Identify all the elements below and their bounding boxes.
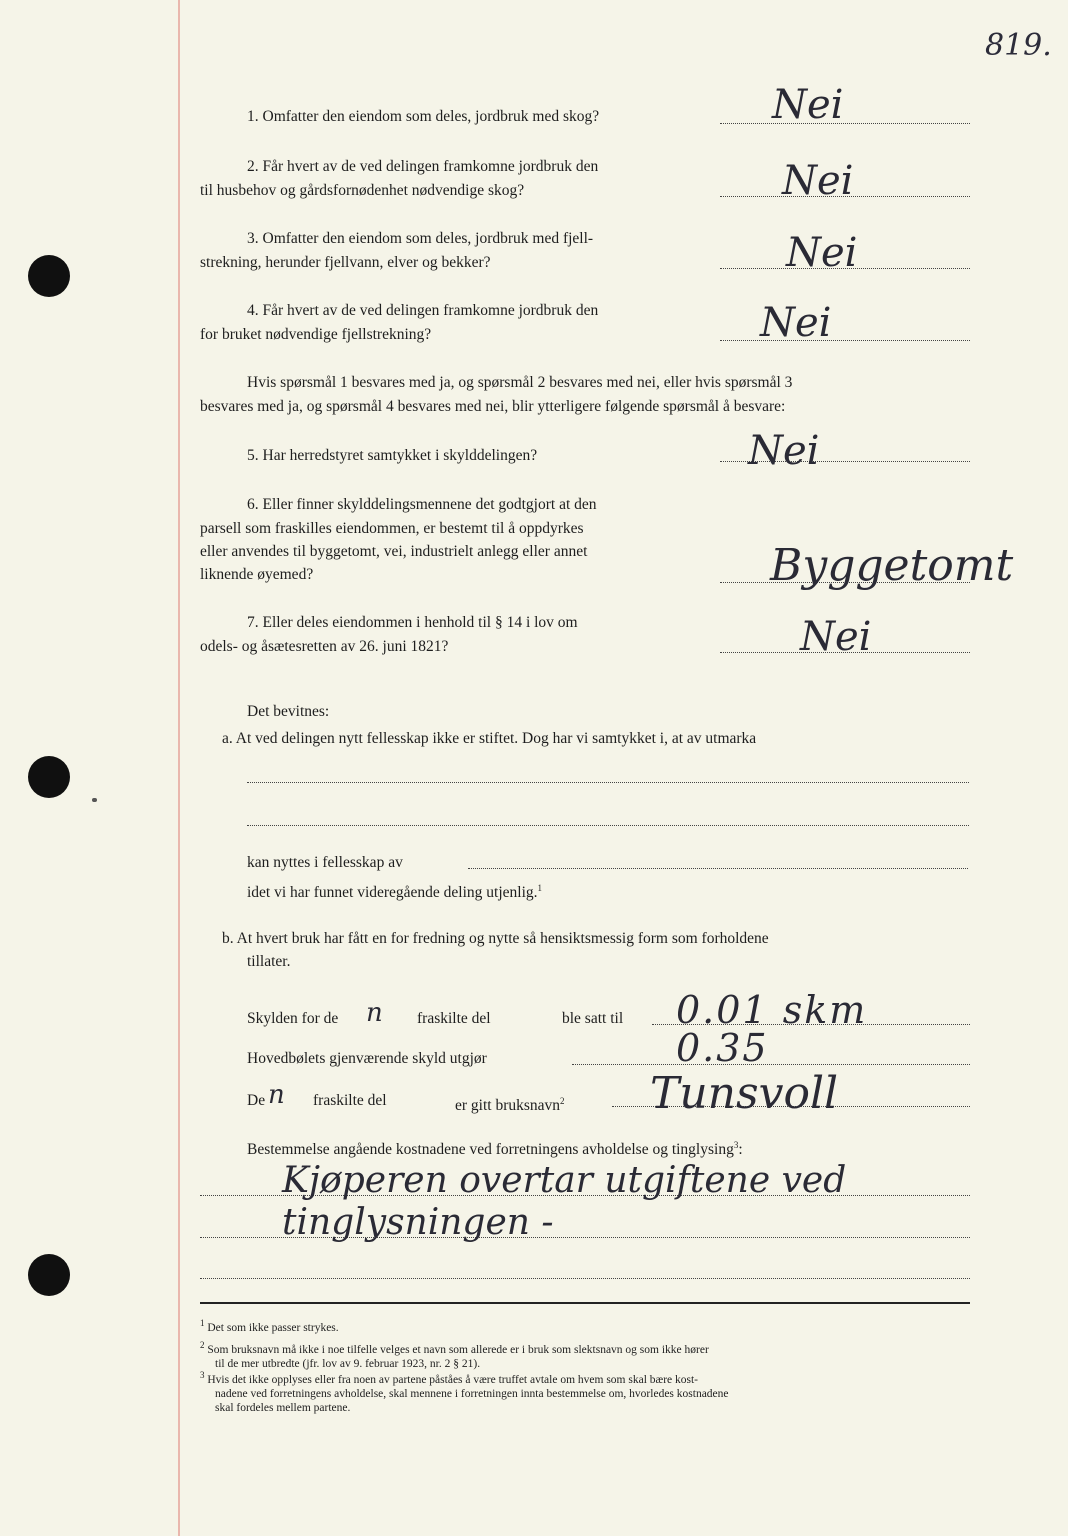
attest-b-line-1: b. At hvert bruk har fått en for fredning og nytte så hensiktsmessig form som forholdene xyxy=(222,930,769,947)
skyld-handwritten-suffix: n xyxy=(366,998,383,1028)
answer-line xyxy=(720,123,970,124)
margin-line xyxy=(178,0,180,1536)
punch-hole xyxy=(28,255,70,297)
question-5-answer: Nei xyxy=(748,428,820,474)
answer-line xyxy=(720,340,970,341)
skyld-value: 0.01 skm xyxy=(676,988,868,1032)
bruksnavn-label-part-3: er gitt bruksnavn$^2$ xyxy=(455,1096,565,1115)
question-6-line-4: liknende øyemed? xyxy=(200,566,314,583)
question-4-line-2: for bruket nødvendige fjellstrekning? xyxy=(200,326,432,343)
skyld-label-part-2: fraskilte del xyxy=(417,1010,491,1027)
question-7-answer: Nei xyxy=(800,614,872,660)
question-3-line-1: 3. Omfatter den eiendom som deles, jordbruk med fjell- xyxy=(247,230,594,247)
question-2-line-1: 2. Får hvert av de ved delingen framkomne jordbruk den xyxy=(247,158,599,175)
question-2-answer: Nei xyxy=(782,158,854,204)
blank-line xyxy=(247,782,969,783)
question-3-line-2: strekning, herunder fjellvann, elver og bekker? xyxy=(200,254,491,271)
conditional-note-line-1: Hvis spørsmål 1 besvares med ja, og spørsmål 2 besvares med nei, eller hvis spørsmål 3 xyxy=(247,374,793,391)
question-2-line-2: til husbehov og gårdsfornødenhet nødvendige skog? xyxy=(200,182,525,199)
ink-speck xyxy=(92,798,97,802)
question-6-line-3: eller anvendes til byggetomt, vei, industrielt anlegg eller annet xyxy=(200,543,588,560)
question-4-line-1: 4. Får hvert av de ved delingen framkomne jordbruk den xyxy=(247,302,599,319)
costs-handwritten-line-2: tinglysningen - xyxy=(282,1202,554,1243)
attest-heading: Det bevitnes: xyxy=(247,703,330,720)
attest-b-line-2: tillater. xyxy=(247,953,291,970)
bruksnavn-value: Tunsvoll xyxy=(650,1068,839,1119)
conditional-note-line-2: besvares med ja, og spørsmål 4 besvares med nei, blir ytterligere følgende spørsmål å besvare: xyxy=(200,398,786,415)
footnote-1: $^1$ Det som ikke passer strykes. xyxy=(200,1318,339,1334)
hovedbol-label: Hovedbølets gjenværende skyld utgjør xyxy=(247,1050,487,1067)
blank-line xyxy=(200,1278,970,1279)
costs-label: Bestemmelse angående kostnadene ved forretningens avholdelse og tinglysing$^3$: xyxy=(247,1140,743,1159)
attest-a-line: a. At ved delingen nytt fellesskap ikke er stiftet. Dog har vi samtykket i, at av utmarka xyxy=(222,730,757,747)
punch-hole xyxy=(28,756,70,798)
footnote-rule xyxy=(200,1302,970,1304)
question-6-line-2: parsell som fraskilles eiendommen, er bestemt til å oppdyrkes xyxy=(200,520,584,537)
page-number: 819. xyxy=(985,28,1052,63)
footnote-3: $^3$ Hvis det ikke opplyses eller fra noen av partene påståes å være truffet avtale om hvem som skal bære kost- nadene ved forretningens avholdelse, skal mennene i forretningen innta bestemmelse om, hvorledes kostnadene skal fordeles mellem partene. xyxy=(200,1370,729,1414)
costs-handwritten-line-1: Kjøperen overtar utgiftene ved xyxy=(282,1160,847,1201)
question-1-answer: Nei xyxy=(772,82,844,128)
question-6-line-1: 6. Eller finner skylddelingsmennene det godtgjort at den xyxy=(247,496,597,513)
skyld-label-part-1: Skylden for de xyxy=(247,1010,339,1027)
question-6-answer: Byggetomt xyxy=(770,540,1014,591)
bruksnavn-label-part-2: fraskilte del xyxy=(313,1092,387,1109)
question-7-line-2: odels- og åsætesretten av 26. juni 1821? xyxy=(200,638,449,655)
attest-a-reason: idet vi har funnet videregående deling utjenlig.$^1$ xyxy=(247,883,543,902)
skyld-label-part-3: ble satt til xyxy=(562,1010,624,1027)
bruksnavn-handwritten-suffix: n xyxy=(268,1080,285,1110)
attest-a-common: kan nyttes i fellesskap av xyxy=(247,854,403,871)
question-4-answer: Nei xyxy=(760,300,832,346)
question-1-text: 1. Omfatter den eiendom som deles, jordbruk med skog? xyxy=(247,108,600,125)
punch-hole xyxy=(28,1254,70,1296)
question-7-line-1: 7. Eller deles eiendommen i henhold til § 14 i lov om xyxy=(247,614,578,631)
footnote-2: $^2$ Som bruksnavn må ikke i noe tilfelle velges et navn som allerede er i bruk som slektsnavn og som ikke hører til de mer utbredte (jfr. lov av 9. februar 1923, nr. 2 § 21). xyxy=(200,1340,709,1370)
bruksnavn-label-part-1: De xyxy=(247,1092,266,1109)
hovedbol-value: 0.35 xyxy=(676,1026,769,1070)
question-3-answer: Nei xyxy=(786,230,858,276)
answer-line xyxy=(572,1064,970,1065)
question-5-text: 5. Har herredstyret samtykket i skylddelingen? xyxy=(247,447,538,464)
blank-line xyxy=(247,825,969,826)
blank-line xyxy=(468,868,968,869)
